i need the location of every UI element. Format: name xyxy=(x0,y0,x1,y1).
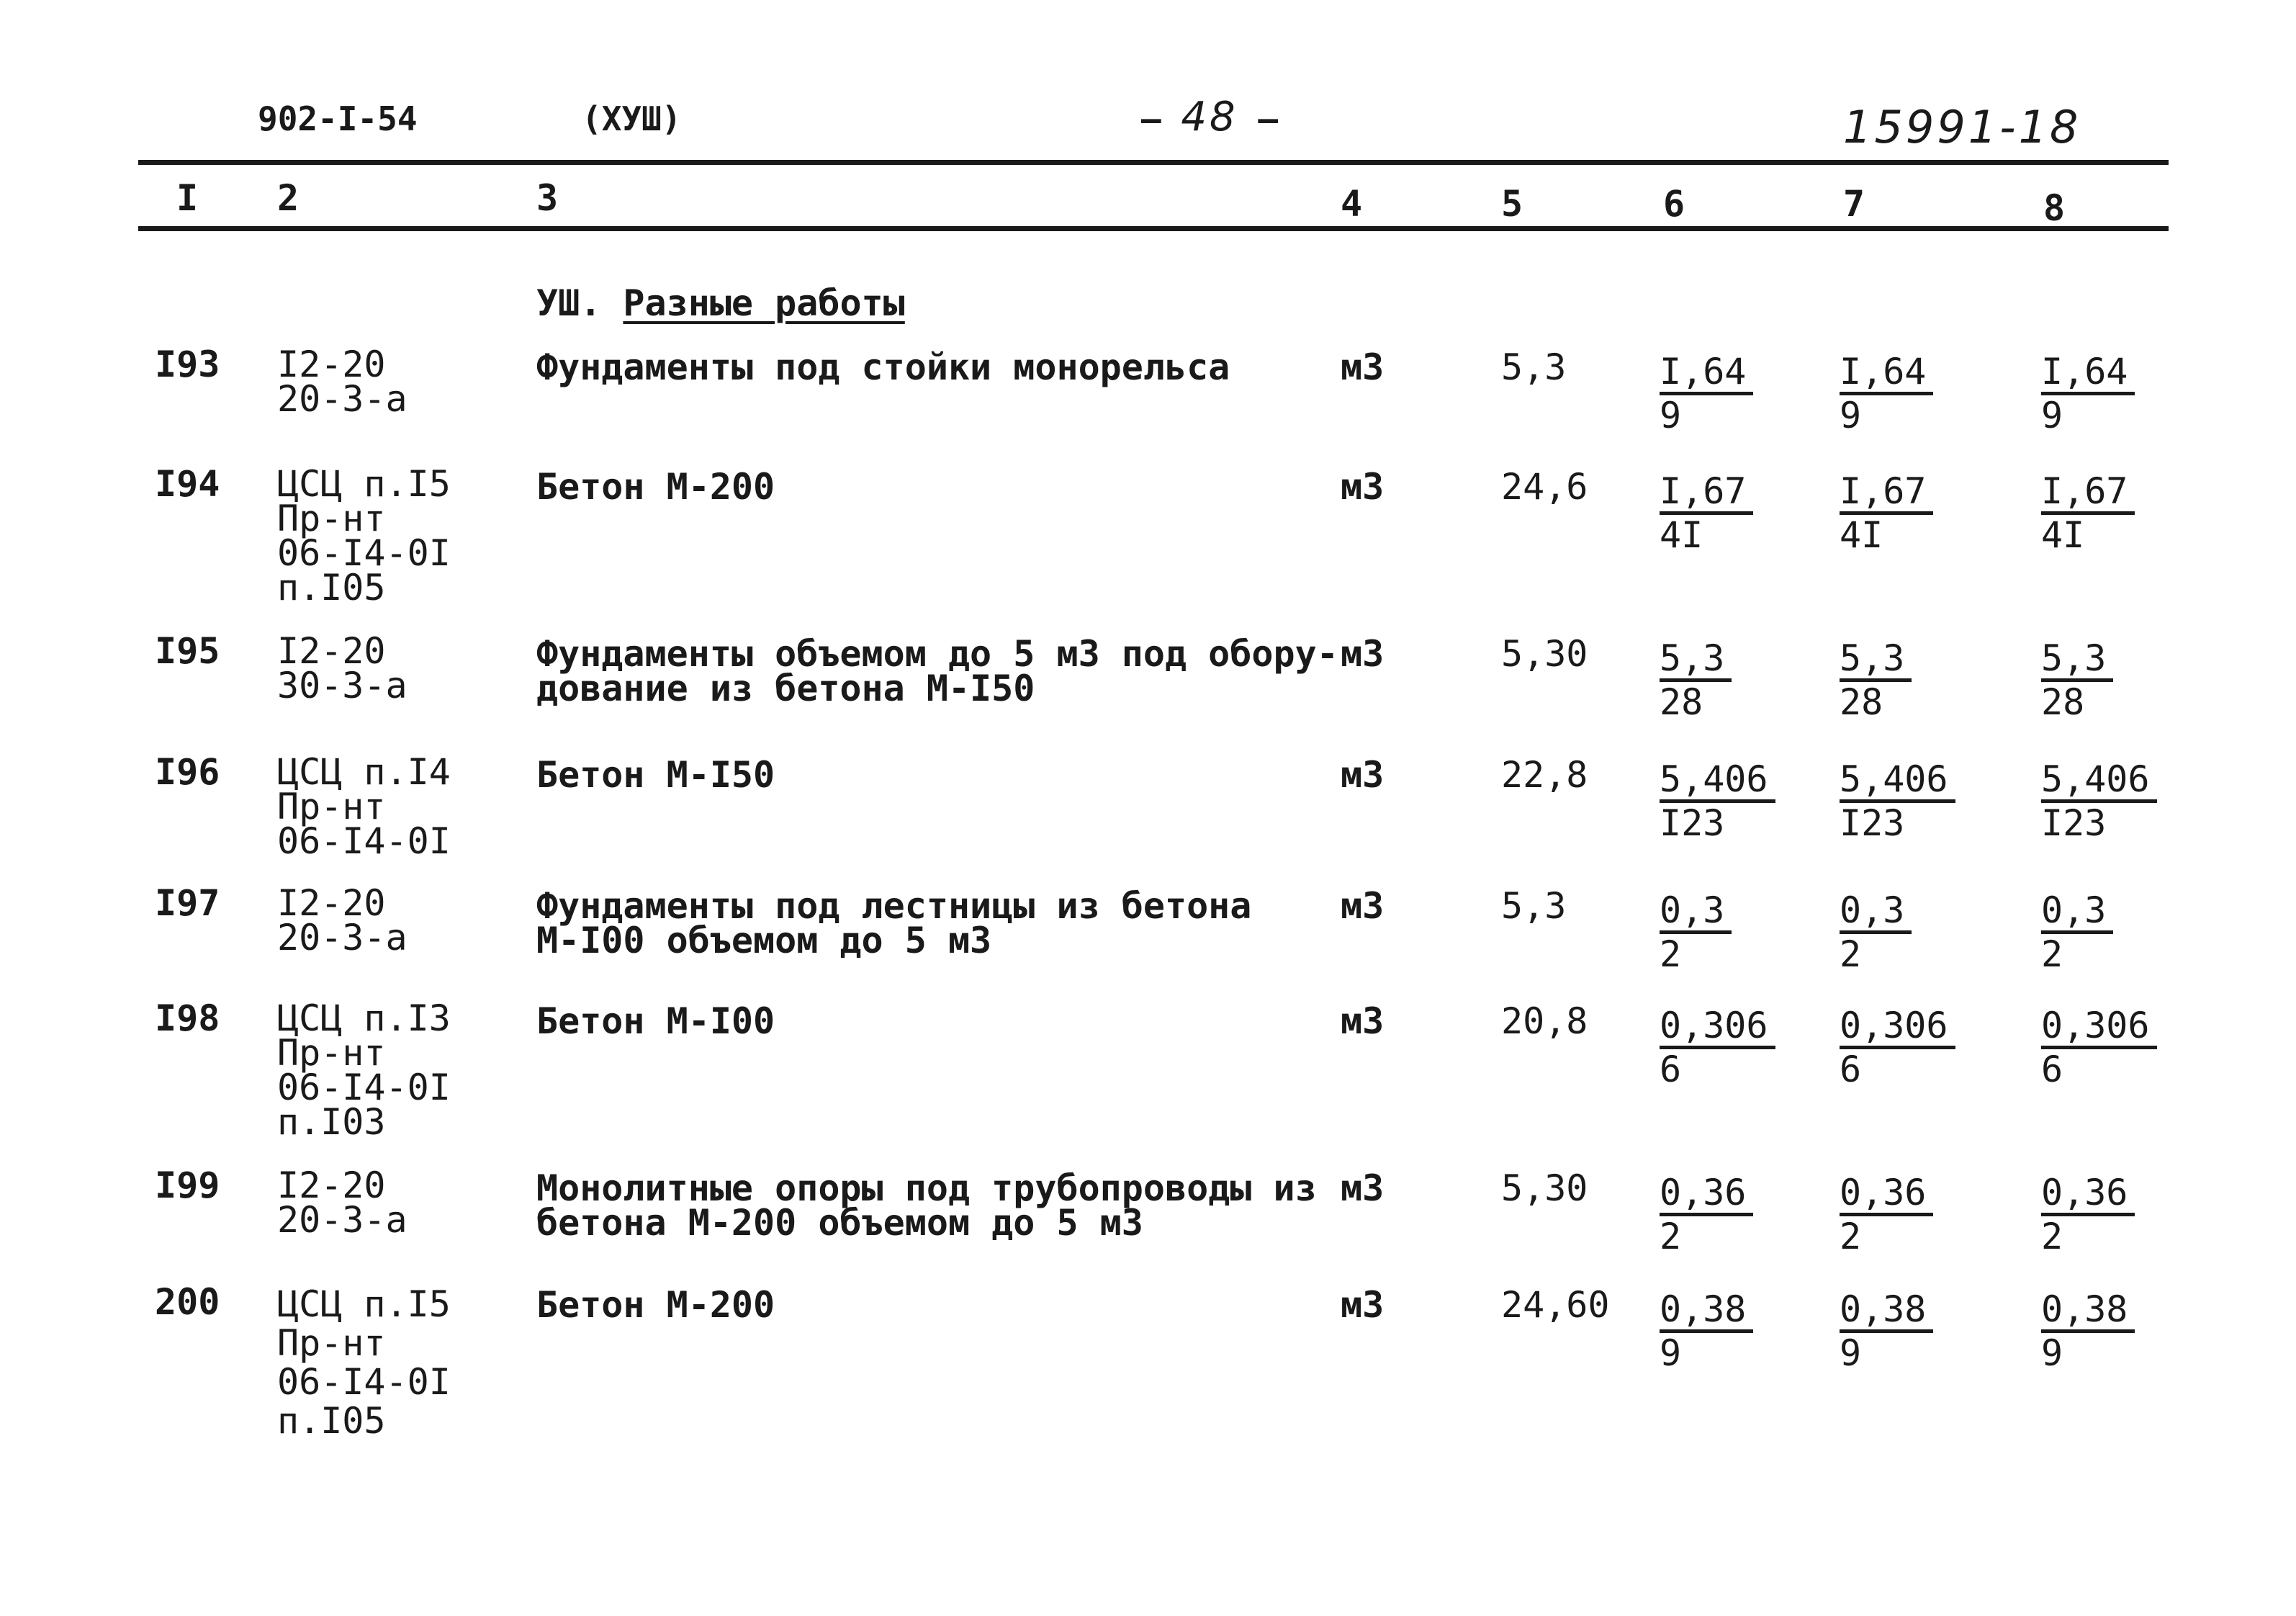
fraction-col7 xyxy=(1840,638,1912,722)
unit: м3 xyxy=(1341,1000,1385,1042)
rate-code: I2-20 20-3-а xyxy=(277,882,408,959)
fraction-numerator: 0,38 xyxy=(1660,1289,1753,1333)
fraction-col7 xyxy=(1840,1005,1955,1090)
fraction-denominator: 4I xyxy=(1660,514,1703,556)
work-description: Фундаменты под лестницы из бетона М-I00 объемом до 5 м3 xyxy=(536,885,1252,961)
work-description: Бетон М-200 xyxy=(536,466,775,508)
fraction-col6 xyxy=(1660,638,1732,722)
column-header-1: I xyxy=(176,177,199,219)
column-header-5: 5 xyxy=(1501,183,1523,225)
section-number: УШ. xyxy=(536,282,602,324)
page-number-value: 48 xyxy=(1181,94,1238,140)
fraction-col8 xyxy=(2041,1172,2135,1257)
fraction-col8 xyxy=(2041,351,2135,436)
fraction-col8 xyxy=(2041,890,2113,974)
work-description: Бетон М-I00 xyxy=(536,1000,775,1042)
fraction-col6 xyxy=(1660,351,1753,436)
fraction-col6 xyxy=(1660,1172,1753,1257)
unit-price: 20,8 xyxy=(1501,1000,1588,1042)
fraction-numerator: I,67 xyxy=(1840,471,1933,515)
work-description: Фундаменты объемом до 5 м3 под обору- дование из бетона М-I50 xyxy=(536,633,1338,709)
fraction-numerator: I,64 xyxy=(2041,351,2135,395)
fraction-denominator: 28 xyxy=(1660,681,1703,723)
fraction-numerator: 0,3 xyxy=(1660,890,1732,934)
fraction-col6 xyxy=(1660,471,1753,555)
fraction-numerator: 0,36 xyxy=(1840,1172,1933,1216)
fraction-numerator: I,67 xyxy=(1660,471,1753,515)
row-number: 200 xyxy=(155,1281,220,1323)
fraction-denominator: 9 xyxy=(2041,395,2063,436)
fraction-numerator: I,67 xyxy=(2041,471,2135,515)
row-number: I98 xyxy=(155,997,220,1039)
fraction-numerator: I,64 xyxy=(1660,351,1753,395)
unit-price: 5,3 xyxy=(1501,885,1567,927)
unit-price: 22,8 xyxy=(1501,754,1588,796)
column-header-3: 3 xyxy=(536,177,559,219)
column-header-4: 4 xyxy=(1341,183,1363,225)
fraction-numerator: 0,38 xyxy=(1840,1289,1933,1333)
fraction-denominator: 9 xyxy=(2041,1332,2063,1374)
fraction-denominator: 2 xyxy=(1660,933,1682,975)
fraction-numerator: 5,406 xyxy=(2041,759,2157,803)
fraction-col7 xyxy=(1840,351,1933,436)
doc-code: 902-I-54 xyxy=(258,99,418,138)
fraction-col8 xyxy=(2041,638,2113,722)
fraction-col6 xyxy=(1660,759,1775,843)
unit: м3 xyxy=(1341,466,1385,508)
unit: м3 xyxy=(1341,633,1385,675)
fraction-denominator: 6 xyxy=(2041,1049,2063,1090)
fraction-col8 xyxy=(2041,759,2157,843)
part-number: (ХУШ) xyxy=(582,99,682,138)
fraction-denominator: 2 xyxy=(1660,1216,1682,1257)
rate-code: ЦСЦ п.I4 Пр-нт 06-I4-0I xyxy=(277,751,451,862)
unit-price: 24,6 xyxy=(1501,466,1588,508)
fraction-numerator: 0,306 xyxy=(1660,1005,1775,1049)
unit: м3 xyxy=(1341,885,1385,927)
fraction-denominator: 2 xyxy=(1840,1216,1862,1257)
column-header-8: 8 xyxy=(2043,187,2066,229)
row-number: I97 xyxy=(155,882,220,924)
fraction-denominator: I23 xyxy=(1660,802,1725,844)
fraction-numerator: 5,406 xyxy=(1840,759,1955,803)
column-header-7: 7 xyxy=(1843,183,1865,225)
unit: м3 xyxy=(1341,1284,1385,1326)
fraction-col6 xyxy=(1660,890,1732,974)
fraction-col6 xyxy=(1660,1289,1753,1373)
fraction-col7 xyxy=(1840,1172,1933,1257)
fraction-denominator: I23 xyxy=(1840,802,1905,844)
fraction-numerator: 5,3 xyxy=(1840,638,1912,682)
fraction-denominator: 4I xyxy=(1840,514,1883,556)
fraction-denominator: 9 xyxy=(1660,1332,1682,1374)
fraction-numerator: 5,406 xyxy=(1660,759,1775,803)
unit-price: 5,30 xyxy=(1501,1167,1588,1209)
fraction-numerator: 0,306 xyxy=(2041,1005,2157,1049)
row-number: I99 xyxy=(155,1164,220,1206)
row-number: I94 xyxy=(155,463,220,505)
rate-code: ЦСЦ п.I5 Пр-нт 06-I4-0I п.I05 xyxy=(277,463,451,609)
fraction-col8 xyxy=(2041,471,2135,555)
fraction-denominator: 6 xyxy=(1660,1049,1682,1090)
rate-code: ЦСЦ п.I5 Пр-нт 06-I4-0I п.I05 xyxy=(277,1283,451,1442)
fraction-numerator: 0,38 xyxy=(2041,1289,2135,1333)
fraction-numerator: 0,306 xyxy=(1840,1005,1955,1049)
work-description: Бетон М-200 xyxy=(536,1284,775,1326)
fraction-denominator: 2 xyxy=(2041,1216,2063,1257)
fraction-denominator: 28 xyxy=(2041,681,2085,723)
rate-code: ЦСЦ п.I3 Пр-нт 06-I4-0I п.I03 xyxy=(277,997,451,1143)
fraction-denominator: 2 xyxy=(2041,933,2063,975)
fraction-numerator: 0,36 xyxy=(1660,1172,1753,1216)
fraction-col8 xyxy=(2041,1289,2135,1373)
unit-price: 5,30 xyxy=(1501,633,1588,675)
fraction-col7 xyxy=(1840,890,1912,974)
section-heading xyxy=(536,282,905,324)
fraction-denominator: 9 xyxy=(1660,395,1682,436)
fraction-denominator: 9 xyxy=(1840,395,1862,436)
rate-code: I2-20 20-3-а xyxy=(277,344,408,420)
fraction-denominator: 4I xyxy=(2041,514,2085,556)
page-number: – 48 – xyxy=(1141,94,1279,140)
work-description: Фундаменты под стойки монорельса xyxy=(536,346,1230,388)
unit: м3 xyxy=(1341,754,1385,796)
fraction-denominator: 28 xyxy=(1840,681,1883,723)
fraction-denominator: 2 xyxy=(1840,933,1862,975)
fraction-numerator: 0,3 xyxy=(2041,890,2113,934)
unit: м3 xyxy=(1341,346,1385,388)
fraction-numerator: I,64 xyxy=(1840,351,1933,395)
fraction-numerator: 5,3 xyxy=(1660,638,1732,682)
fraction-col8 xyxy=(2041,1005,2157,1090)
rate-code: I2-20 20-3-а xyxy=(277,1164,408,1241)
work-description: Бетон М-I50 xyxy=(536,754,775,796)
row-number: I93 xyxy=(155,344,220,385)
row-number: I95 xyxy=(155,630,220,672)
fraction-denominator: I23 xyxy=(2041,802,2107,844)
fraction-numerator: 0,36 xyxy=(2041,1172,2135,1216)
fraction-numerator: 0,3 xyxy=(1840,890,1912,934)
fraction-col7 xyxy=(1840,1289,1933,1373)
fraction-denominator: 9 xyxy=(1840,1332,1862,1374)
fraction-col7 xyxy=(1840,759,1955,843)
fraction-col6 xyxy=(1660,1005,1775,1090)
row-number: I96 xyxy=(155,751,220,793)
work-description: Монолитные опоры под трубопроводы из бетона М-200 объемом до 5 м3 xyxy=(536,1167,1317,1244)
unit: м3 xyxy=(1341,1167,1385,1209)
header-top-rule xyxy=(138,160,2169,165)
section-title: Разные работы xyxy=(623,282,905,324)
sheet-reference: 15991-18 xyxy=(1843,101,2081,153)
fraction-numerator: 5,3 xyxy=(2041,638,2113,682)
column-header-2: 2 xyxy=(277,177,300,219)
column-header-6: 6 xyxy=(1663,183,1685,225)
header-bottom-rule xyxy=(138,226,2169,231)
fraction-col7 xyxy=(1840,471,1933,555)
unit-price: 24,60 xyxy=(1501,1284,1610,1326)
rate-code: I2-20 30-3-а xyxy=(277,630,408,706)
fraction-denominator: 6 xyxy=(1840,1049,1862,1090)
unit-price: 5,3 xyxy=(1501,346,1567,388)
